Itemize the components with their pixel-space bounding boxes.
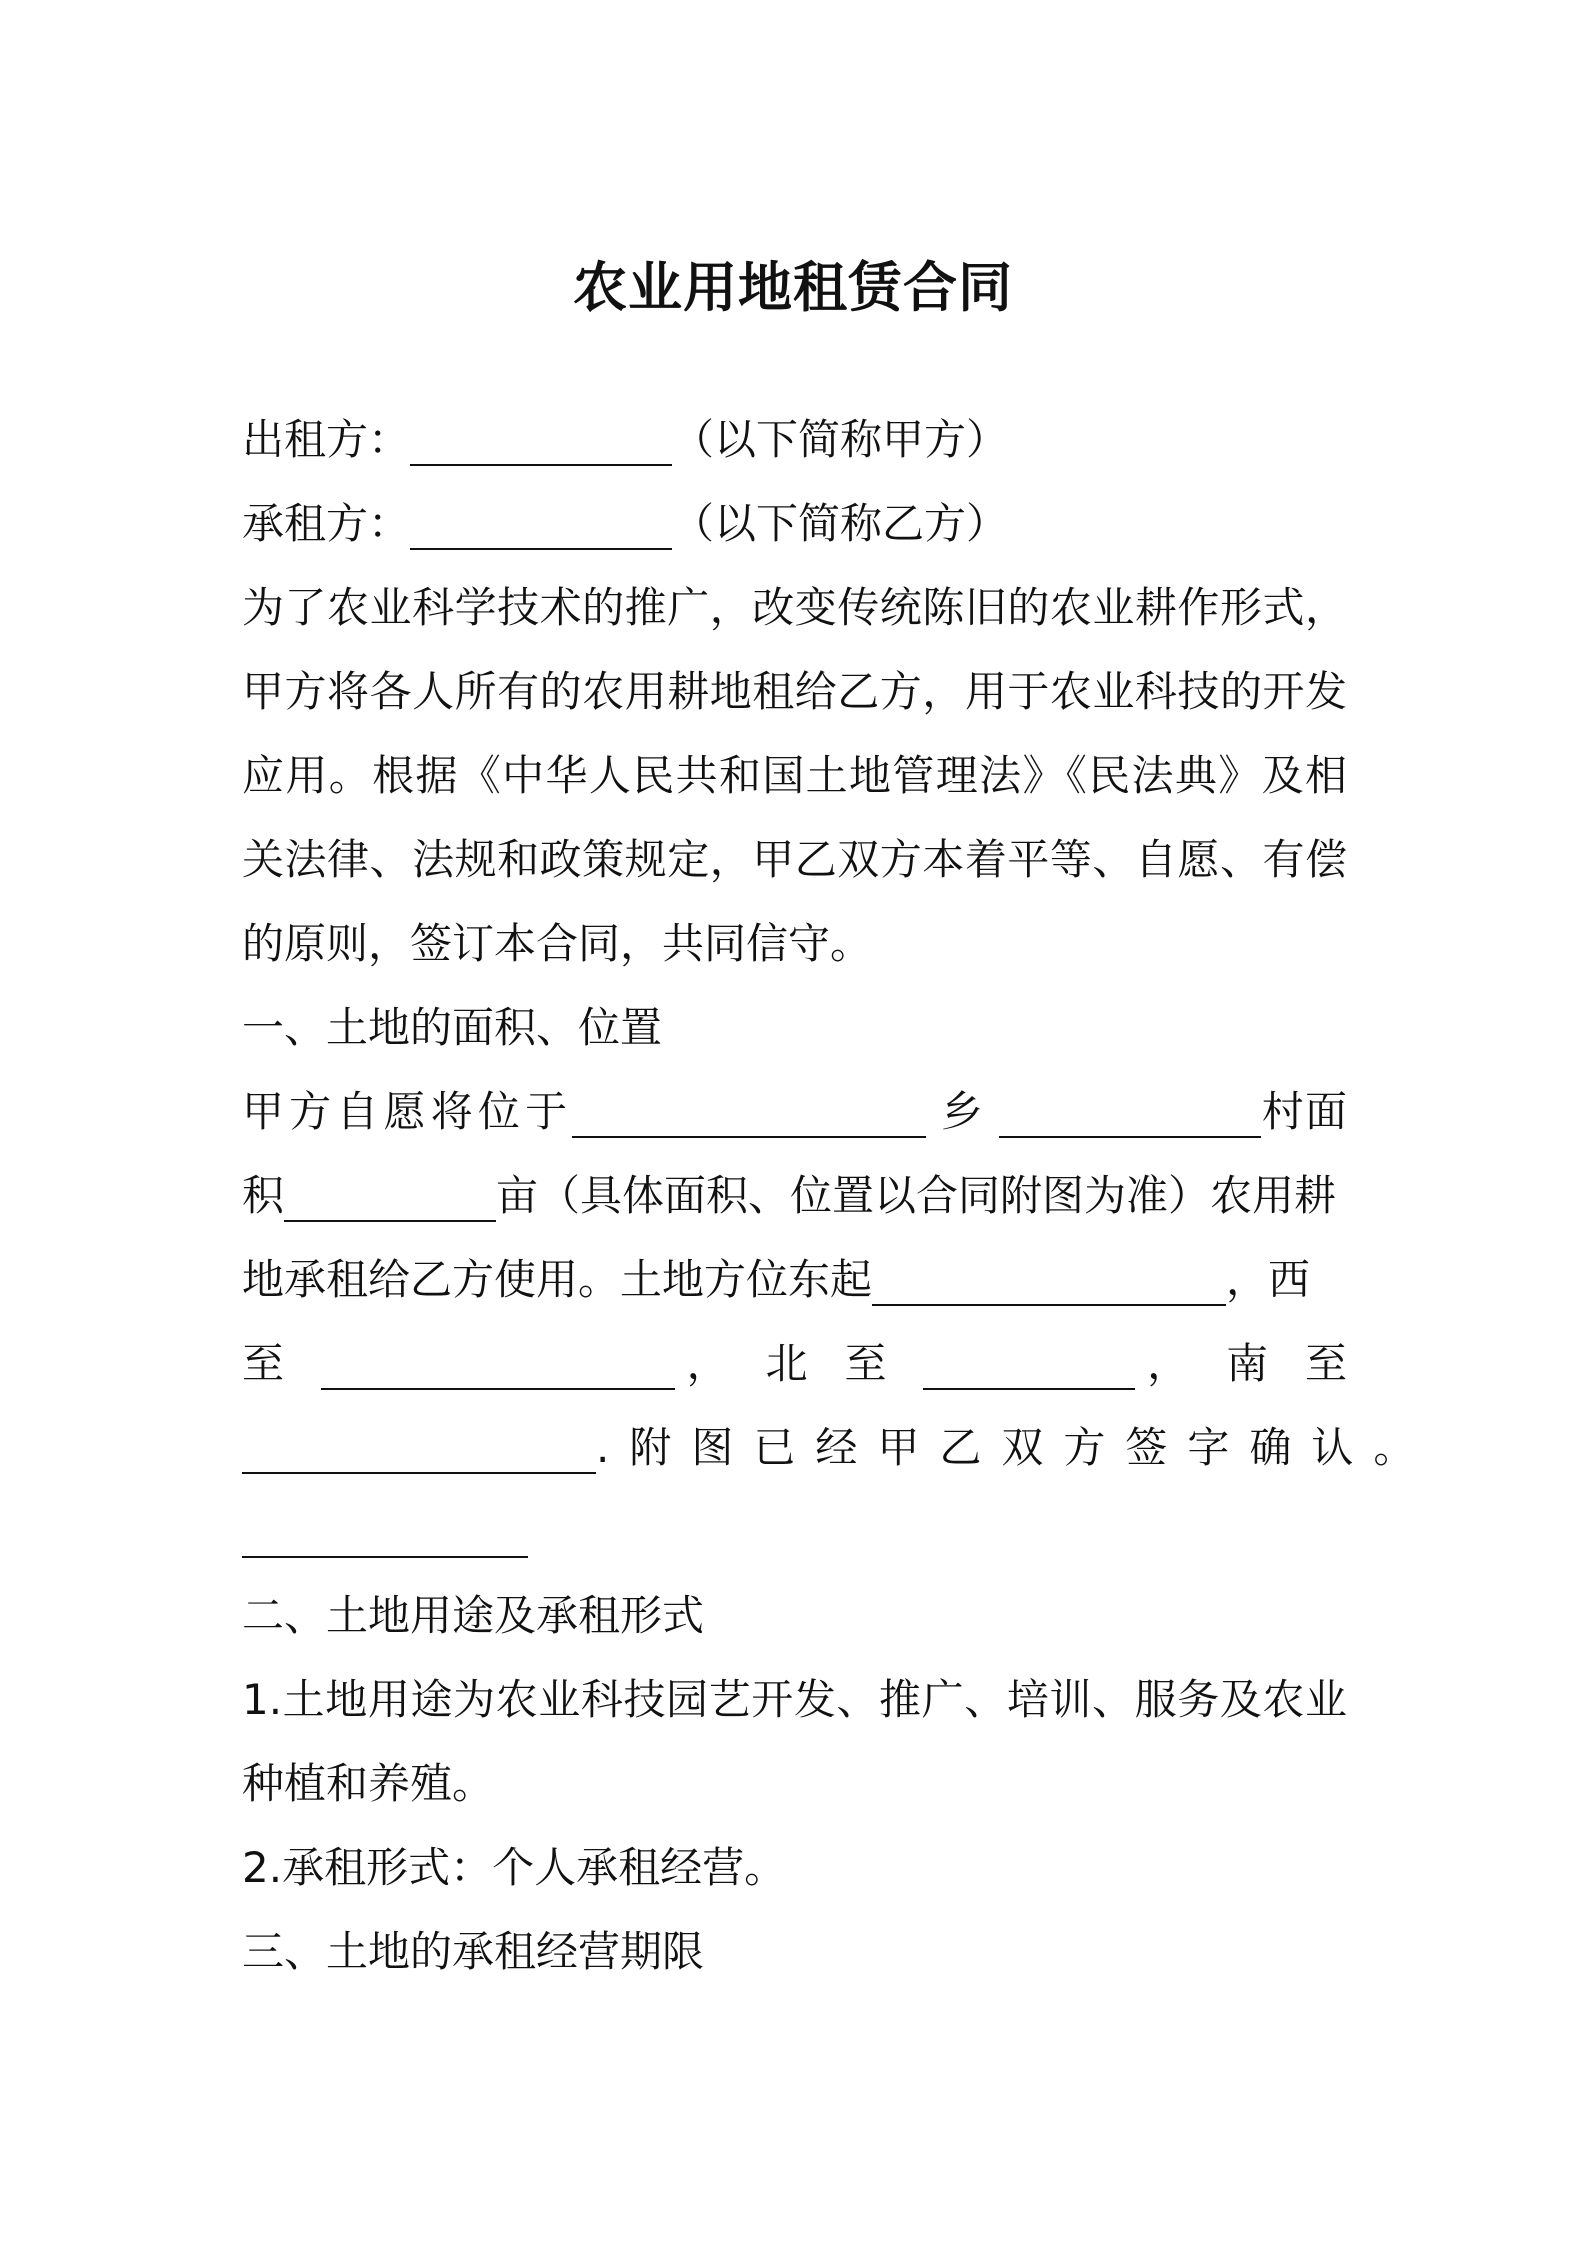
township-blank bbox=[572, 1084, 926, 1138]
north-blank bbox=[923, 1336, 1135, 1390]
lessee-suffix: （以下简称乙方） bbox=[672, 499, 1009, 548]
s1-line1-text-c: 村面 bbox=[1260, 1087, 1347, 1136]
s1-line4-text-a: 至 bbox=[242, 1339, 296, 1388]
section-2-heading: 二、土地用途及承租形式 bbox=[242, 1591, 705, 1640]
section-1-heading: 一、土地的面积、位置 bbox=[242, 1003, 663, 1052]
s1-line2-text-b: 亩（具体面积、位置以合同附图为准）农用耕 bbox=[496, 1171, 1337, 1220]
section-1-line-2 bbox=[242, 1154, 1347, 1238]
s1-line4-text-e: ， bbox=[1135, 1339, 1201, 1388]
signature-blank bbox=[242, 1504, 528, 1558]
lessor-blank bbox=[410, 412, 672, 466]
s1-line3-text-b: ，西 bbox=[1226, 1255, 1311, 1304]
area-blank bbox=[284, 1168, 496, 1222]
s1-line4-text-b: ， bbox=[674, 1339, 741, 1388]
east-blank bbox=[872, 1252, 1226, 1306]
section-2-item-1: 1.土地用途为农业科技园艺开发、推广、培训、服务及农业种植和养殖。 bbox=[242, 1675, 1347, 1808]
s1-line2-text-a: 积 bbox=[242, 1171, 285, 1220]
lessee-label: 承租方： bbox=[242, 499, 411, 548]
s1-line4-text-c: 北 bbox=[765, 1339, 820, 1388]
section-3-heading: 三、土地的承租经营期限 bbox=[242, 1927, 705, 1976]
preamble-paragraph: 为了农业科学技术的推广，改变传统陈旧的农业耕作形式，甲方将各人所有的农用耕地租给乙方，用于农业科技的开发应用。根据《中华人民共和国土地管理法》《民法典》及相关法律、法规和政策规定，甲乙双方本着平等、自愿、有偿的原则，签订本合同，共同信守。 bbox=[242, 583, 1347, 968]
west-blank bbox=[321, 1336, 675, 1390]
s1-line4-text-d: 至 bbox=[844, 1339, 899, 1388]
lessee-blank bbox=[410, 496, 672, 550]
section-1-line-6 bbox=[242, 1490, 1347, 1574]
s1-line4-text-f: 南 bbox=[1226, 1339, 1280, 1388]
village-blank bbox=[999, 1084, 1261, 1138]
lessor-suffix: （以下简称甲方） bbox=[672, 415, 1009, 464]
section-1-line-5 bbox=[242, 1406, 1436, 1490]
lessor-line bbox=[242, 398, 1347, 482]
section-1-line-3 bbox=[242, 1238, 1347, 1322]
s1-line5-text-b: .附图已经甲乙双方签字确认。 bbox=[596, 1423, 1436, 1472]
s1-line1-text-a: 甲方自愿将位于 bbox=[242, 1087, 573, 1136]
lessee-line bbox=[242, 482, 1347, 566]
south-blank bbox=[242, 1420, 596, 1474]
section-1-line-4 bbox=[242, 1322, 1347, 1406]
lessor-label: 出租方： bbox=[242, 415, 411, 464]
section-1-line-1 bbox=[242, 1070, 1347, 1154]
s1-line3-text-a: 地承租给乙方使用。土地方位东起 bbox=[242, 1255, 873, 1304]
document-title: 农业用地租赁合同 bbox=[573, 256, 1013, 319]
s1-line4-text-g: 至 bbox=[1304, 1339, 1347, 1388]
section-2-item-2: 2.承租形式：个人承租经营。 bbox=[242, 1843, 787, 1892]
s1-line1-text-b: 乡 bbox=[940, 1087, 985, 1136]
